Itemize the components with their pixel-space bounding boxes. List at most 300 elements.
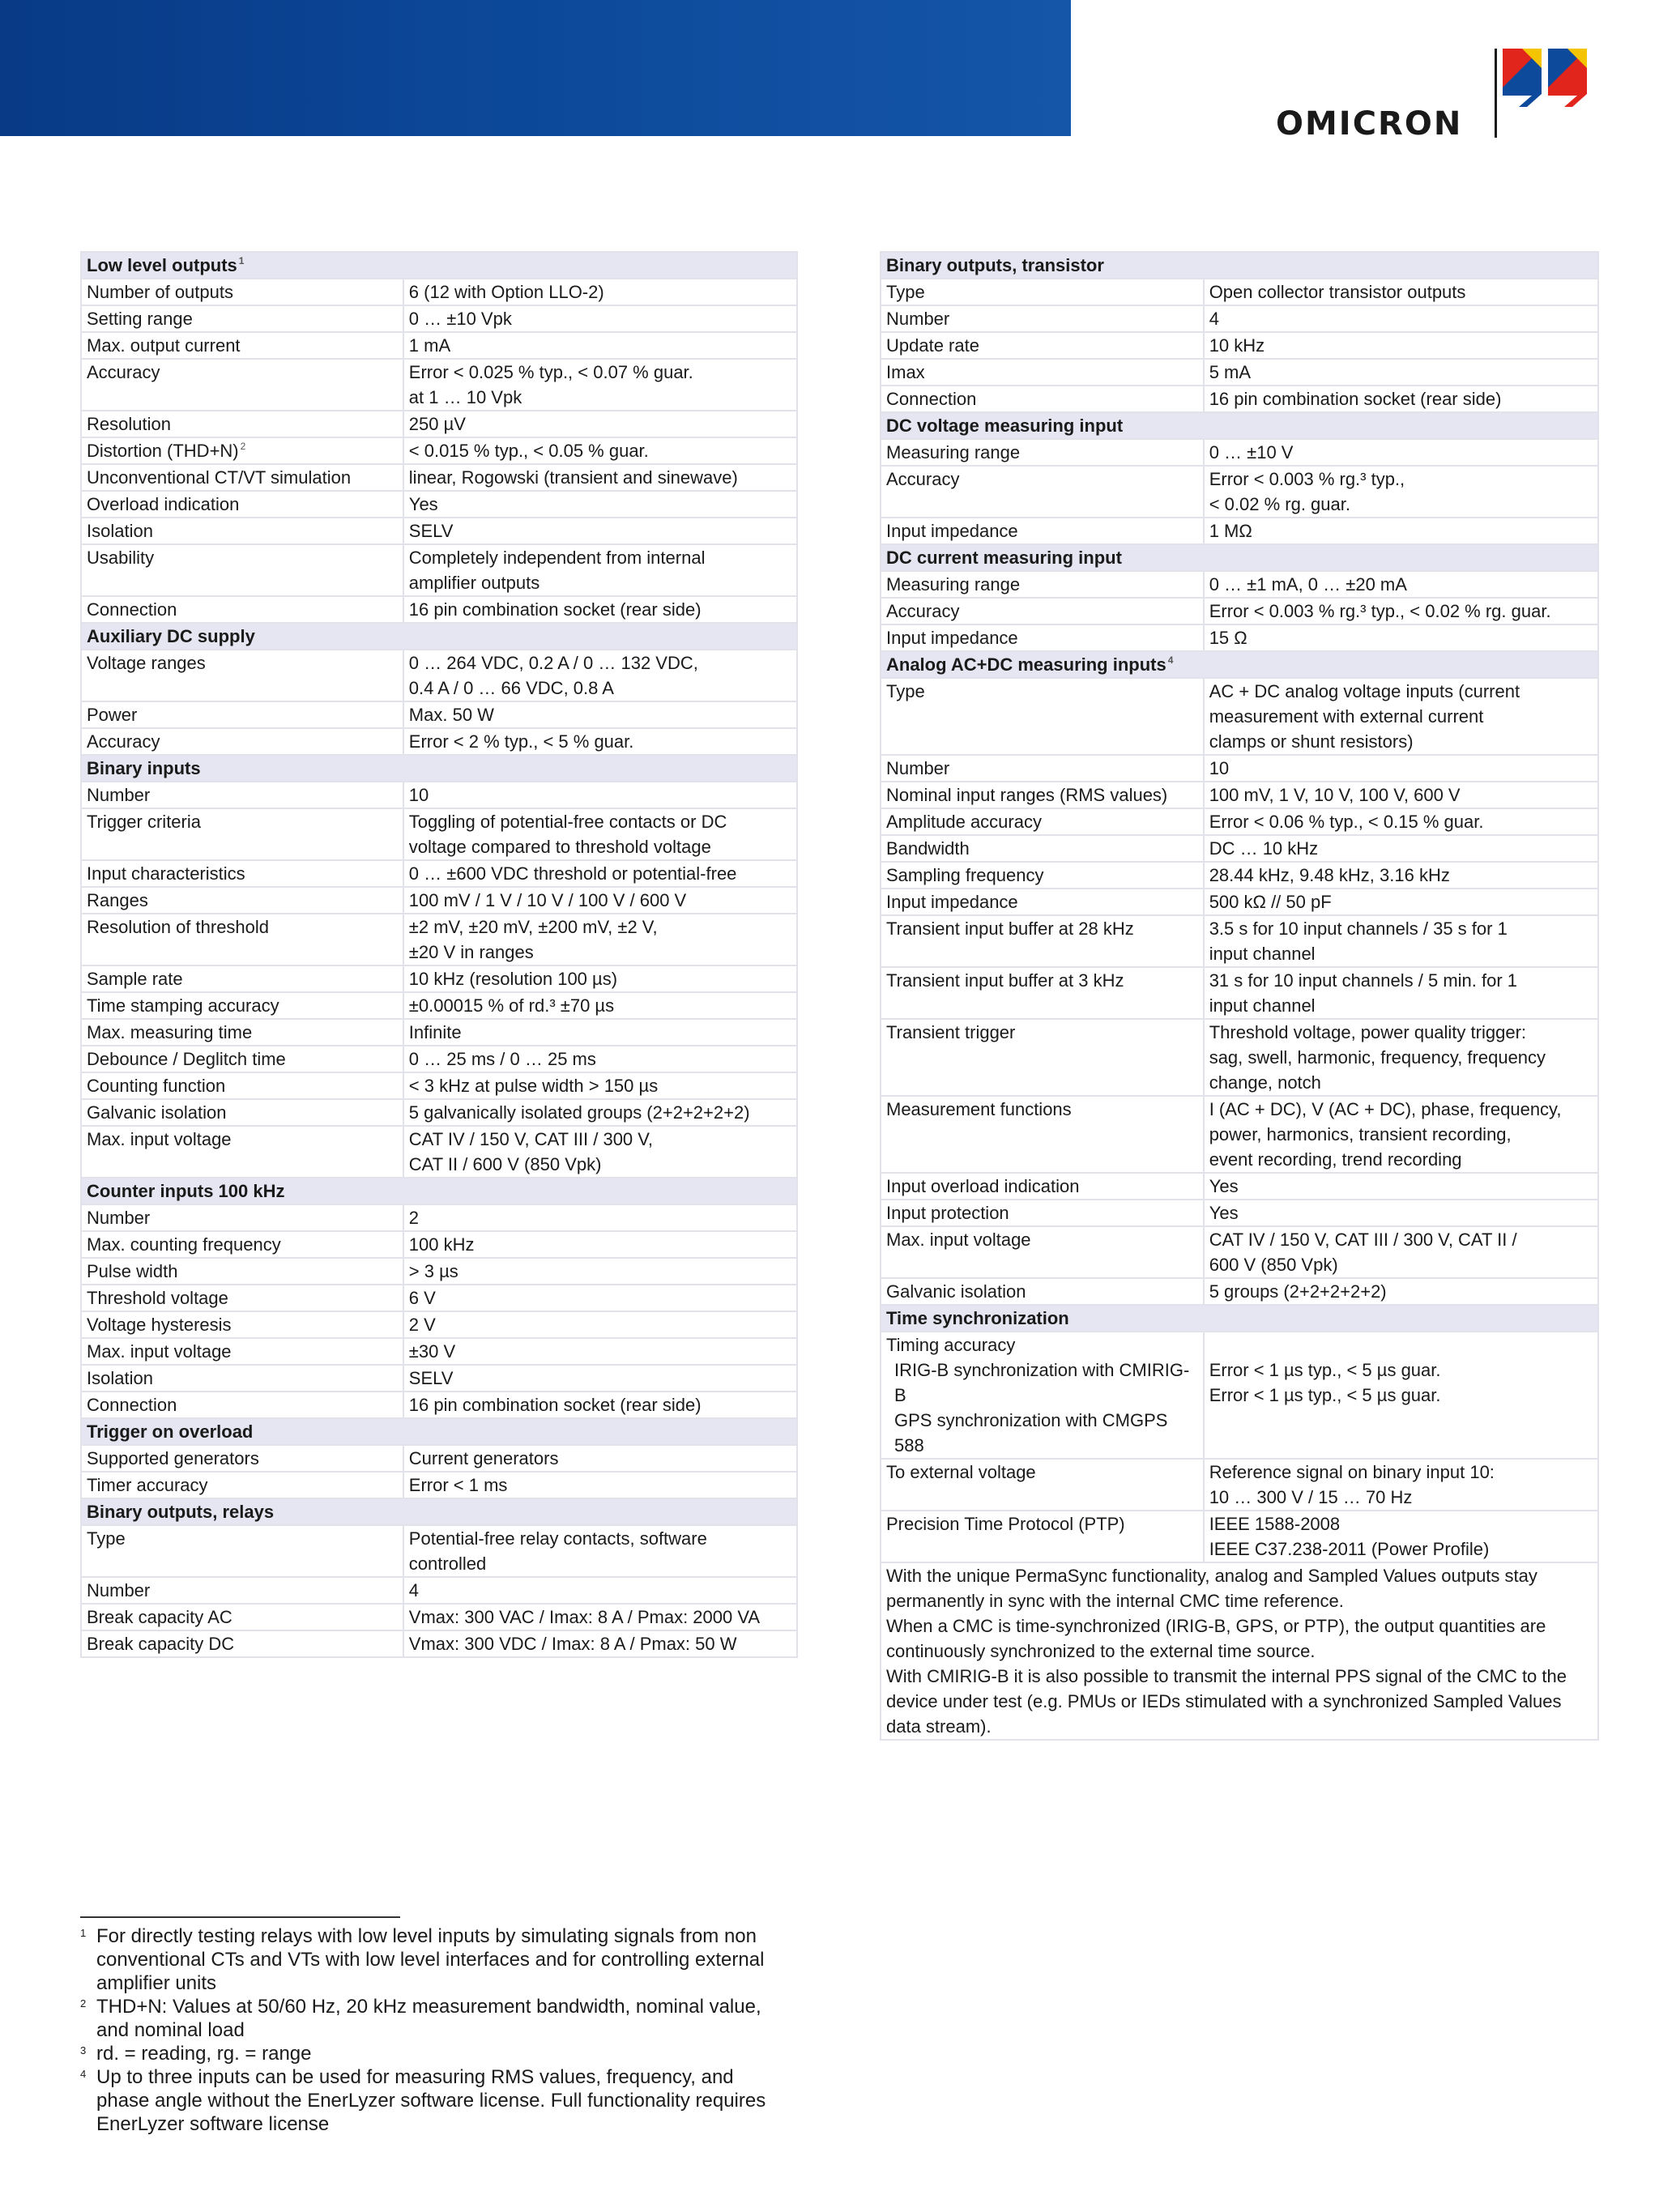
spec-value bbox=[1204, 1096, 1598, 1173]
spec-row bbox=[81, 992, 797, 1019]
spec-label-text: Distortion (THD+N) bbox=[87, 441, 239, 461]
spec-label-text: Input overload indication bbox=[886, 1176, 1080, 1196]
header-banner bbox=[0, 0, 1071, 136]
spec-label-text: Input impedance bbox=[886, 892, 1018, 912]
spec-value bbox=[1204, 518, 1598, 544]
spec-value bbox=[403, 491, 797, 518]
spec-row bbox=[881, 1459, 1598, 1511]
spec-row bbox=[81, 1258, 797, 1285]
spec-value bbox=[1204, 359, 1598, 386]
spec-value-line: 250 µV bbox=[408, 414, 466, 434]
spec-label bbox=[881, 1096, 1204, 1173]
spec-value-line: Error < 0.003 % rg.³ typ., < 0.02 % rg. guar. bbox=[1209, 601, 1551, 621]
section-header-row bbox=[81, 1178, 797, 1204]
spec-row bbox=[881, 1226, 1598, 1278]
spec-row bbox=[81, 596, 797, 623]
spec-label-text: Isolation bbox=[87, 521, 153, 541]
spec-label bbox=[81, 1285, 403, 1311]
spec-label bbox=[81, 1231, 403, 1258]
spec-value bbox=[403, 992, 797, 1019]
spec-row bbox=[881, 782, 1598, 808]
spec-value-line: 10 … 300 V / 15 … 70 Hz bbox=[1209, 1487, 1413, 1507]
spec-label bbox=[881, 1173, 1204, 1200]
spec-value-line bbox=[1209, 1332, 1593, 1357]
spec-value bbox=[403, 914, 797, 965]
spec-value bbox=[1204, 571, 1598, 598]
spec-label-text: Input protection bbox=[886, 1203, 1009, 1223]
spec-value bbox=[403, 728, 797, 755]
section-header-row bbox=[881, 651, 1598, 678]
spec-row bbox=[881, 518, 1598, 544]
section-header-row bbox=[81, 252, 797, 279]
spec-label-text: Time stamping accuracy bbox=[87, 995, 279, 1016]
spec-value bbox=[403, 332, 797, 359]
spec-value-line: 1 MΩ bbox=[1209, 521, 1252, 541]
section-title-text: DC voltage measuring input bbox=[886, 416, 1124, 436]
spec-label-text: Number bbox=[886, 758, 950, 778]
spec-value-line: voltage compared to threshold voltage bbox=[408, 837, 711, 857]
spec-value bbox=[403, 596, 797, 623]
spec-label-text: Unconventional CT/VT simulation bbox=[87, 467, 352, 488]
footnote bbox=[80, 2042, 793, 2065]
spec-value bbox=[1204, 1332, 1598, 1459]
spec-label-text: Supported generators bbox=[87, 1448, 259, 1468]
spec-label bbox=[881, 755, 1204, 782]
spec-label bbox=[81, 965, 403, 992]
spec-value-line: Vmax: 300 VAC / Imax: 8 A / Pmax: 2000 VA bbox=[408, 1607, 761, 1627]
spec-label-text: Amplitude accuracy bbox=[886, 812, 1042, 832]
footnote-ref: 1 bbox=[238, 255, 245, 266]
spec-row bbox=[881, 678, 1598, 755]
section-title bbox=[81, 1178, 797, 1204]
spec-label bbox=[881, 808, 1204, 835]
spec-value bbox=[403, 1046, 797, 1072]
spec-value bbox=[403, 305, 797, 332]
section-title-text: Binary outputs, relays bbox=[87, 1502, 275, 1522]
spec-value bbox=[403, 1338, 797, 1365]
spec-value bbox=[1204, 279, 1598, 305]
spec-label-text: Number bbox=[87, 785, 151, 805]
spec-label-text: Isolation bbox=[87, 1368, 153, 1388]
spec-label-text: Measuring range bbox=[886, 442, 1021, 462]
spec-label bbox=[81, 1019, 403, 1046]
spec-label-text: Imax bbox=[886, 362, 925, 382]
spec-value-line: 0 … ±600 VDC threshold or potential-free bbox=[408, 863, 737, 884]
spec-row bbox=[81, 437, 797, 464]
spec-value bbox=[1204, 967, 1598, 1019]
spec-label bbox=[881, 862, 1204, 889]
spec-row bbox=[881, 967, 1598, 1019]
section-title-text: Time synchronization bbox=[886, 1308, 1069, 1328]
spec-value-line: ±2 mV, ±20 mV, ±200 mV, ±2 V, bbox=[408, 917, 658, 937]
spec-value bbox=[1204, 386, 1598, 412]
spec-value bbox=[403, 1072, 797, 1099]
spec-value-line: Infinite bbox=[408, 1022, 462, 1042]
spec-value-line: Error < 0.003 % rg.³ typ., bbox=[1209, 469, 1405, 489]
spec-value bbox=[1204, 1173, 1598, 1200]
spec-row bbox=[881, 1096, 1598, 1173]
spec-label-text: Power bbox=[87, 705, 138, 725]
spec-value bbox=[403, 359, 797, 411]
spec-label bbox=[881, 1200, 1204, 1226]
footnote bbox=[80, 1995, 793, 2042]
section-header-row bbox=[881, 544, 1598, 571]
footnote-line: rd. = reading, rg. = range bbox=[96, 2043, 312, 2065]
note-line: With the unique PermaSync functionality, analog and Sampled Values outputs stay bbox=[886, 1566, 1537, 1586]
spec-value-line: CAT II / 600 V (850 Vpk) bbox=[408, 1154, 602, 1174]
spec-row bbox=[81, 359, 797, 411]
spec-row bbox=[881, 598, 1598, 624]
section-header-row bbox=[81, 623, 797, 650]
spec-value-line: Error < 1 µs typ., < 5 µs guar. bbox=[1209, 1385, 1441, 1405]
spec-row bbox=[881, 1511, 1598, 1562]
footnote-line: phase angle without the EnerLyzer software license. Full functionality requires bbox=[96, 2090, 766, 2112]
spec-value-line: change, notch bbox=[1209, 1072, 1321, 1093]
spec-row bbox=[881, 466, 1598, 518]
spec-label-text: Max. measuring time bbox=[87, 1022, 253, 1042]
spec-value bbox=[1204, 305, 1598, 332]
spec-label-text: Accuracy bbox=[87, 362, 160, 382]
spec-row bbox=[881, 1278, 1598, 1305]
spec-label-text: Voltage hysteresis bbox=[87, 1315, 232, 1335]
spec-value-line: Error < 0.025 % typ., < 0.07 % guar. bbox=[408, 362, 693, 382]
spec-value-line: Yes bbox=[1209, 1176, 1239, 1196]
spec-label-text: Type bbox=[886, 282, 925, 302]
spec-label bbox=[881, 1511, 1204, 1562]
spec-row bbox=[81, 1046, 797, 1072]
footnote-rule bbox=[80, 1916, 400, 1918]
spec-value bbox=[403, 1525, 797, 1577]
spec-label-text: Number bbox=[87, 1580, 151, 1600]
spec-value-line: 100 mV / 1 V / 10 V / 100 V / 600 V bbox=[408, 890, 687, 910]
section-header-row bbox=[81, 1498, 797, 1525]
spec-label bbox=[81, 1338, 403, 1365]
spec-value-line: linear, Rogowski (transient and sinewave) bbox=[408, 467, 738, 488]
spec-label-text: Counting function bbox=[87, 1076, 226, 1096]
section-title bbox=[881, 252, 1598, 279]
spec-value-line: IEEE 1588-2008 bbox=[1209, 1514, 1341, 1534]
spec-value-line: 3.5 s for 10 input channels / 35 s for 1 bbox=[1209, 918, 1508, 939]
spec-value-line: 2 V bbox=[408, 1315, 436, 1335]
spec-row bbox=[881, 889, 1598, 915]
spec-value-line: input channel bbox=[1209, 944, 1316, 964]
spec-value-line: 0 … ±10 Vpk bbox=[408, 309, 512, 329]
spec-value-line: ±30 V bbox=[408, 1341, 456, 1362]
note-line: data stream). bbox=[886, 1716, 992, 1737]
spec-value-line: 10 bbox=[408, 785, 429, 805]
spec-label bbox=[81, 518, 403, 544]
spec-value bbox=[403, 437, 797, 464]
spec-value-line: Vmax: 300 VDC / Imax: 8 A / Pmax: 50 W bbox=[408, 1634, 737, 1654]
spec-value bbox=[403, 701, 797, 728]
spec-label-text: Accuracy bbox=[886, 469, 960, 489]
spec-label bbox=[81, 437, 403, 464]
spec-row bbox=[81, 1525, 797, 1577]
section-title bbox=[881, 544, 1598, 571]
spec-label bbox=[81, 1392, 403, 1418]
spec-row bbox=[81, 1577, 797, 1604]
spec-row bbox=[81, 1099, 797, 1126]
spec-value bbox=[1204, 808, 1598, 835]
section-title-text: Binary outputs, transistor bbox=[886, 255, 1104, 275]
spec-label-text: Measuring range bbox=[886, 574, 1021, 595]
spec-label bbox=[81, 1604, 403, 1630]
spec-value-line: input channel bbox=[1209, 995, 1316, 1016]
spec-label bbox=[881, 1459, 1204, 1511]
footnote-line: and nominal load bbox=[96, 2019, 245, 2041]
spec-label-text: Voltage ranges bbox=[87, 653, 206, 673]
spec-row bbox=[881, 808, 1598, 835]
spec-row bbox=[881, 1173, 1598, 1200]
spec-value bbox=[403, 650, 797, 701]
spec-value-line: ±0.00015 % of rd.³ ±70 µs bbox=[408, 995, 615, 1016]
spec-label bbox=[81, 1126, 403, 1178]
section-title bbox=[81, 252, 797, 279]
spec-value bbox=[403, 860, 797, 887]
spec-label bbox=[881, 889, 1204, 915]
footnote-number: 3 bbox=[80, 2044, 87, 2056]
footnote-line: For directly testing relays with low level inputs by simulating signals from non bbox=[96, 1925, 757, 1947]
spec-value bbox=[403, 1630, 797, 1657]
spec-row bbox=[81, 1365, 797, 1392]
spec-row bbox=[81, 1604, 797, 1630]
spec-label bbox=[81, 491, 403, 518]
spec-value bbox=[1204, 915, 1598, 967]
spec-value-line: I (AC + DC), V (AC + DC), phase, frequency, bbox=[1209, 1099, 1562, 1119]
spec-value-line: IEEE C37.238-2011 (Power Profile) bbox=[1209, 1539, 1490, 1559]
spec-row bbox=[881, 862, 1598, 889]
spec-label-text: Usability bbox=[87, 548, 155, 568]
spec-label bbox=[81, 1099, 403, 1126]
spec-label bbox=[81, 464, 403, 491]
spec-value-line: 4 bbox=[408, 1580, 420, 1600]
spec-row bbox=[81, 491, 797, 518]
spec-value-line: measurement with external current bbox=[1209, 706, 1484, 727]
spec-row bbox=[81, 701, 797, 728]
spec-row bbox=[881, 386, 1598, 412]
spec-value bbox=[403, 1126, 797, 1178]
spec-label bbox=[881, 782, 1204, 808]
spec-label bbox=[881, 967, 1204, 1019]
spec-value-line: 2 bbox=[408, 1208, 420, 1228]
spec-row bbox=[81, 1204, 797, 1231]
spec-value bbox=[1204, 598, 1598, 624]
spec-label-text: Galvanic isolation bbox=[886, 1281, 1026, 1302]
spec-row bbox=[881, 1019, 1598, 1096]
spec-value-line: power, harmonics, transient recording, bbox=[1209, 1124, 1512, 1144]
spec-label-text: Resolution of threshold bbox=[87, 917, 270, 937]
spec-value bbox=[1204, 1200, 1598, 1226]
spec-label bbox=[881, 1226, 1204, 1278]
spec-label bbox=[881, 678, 1204, 755]
spec-value bbox=[1204, 624, 1598, 651]
spec-value-line: CAT IV / 150 V, CAT III / 300 V, bbox=[408, 1129, 654, 1149]
spec-label-text: Max. counting frequency bbox=[87, 1234, 281, 1255]
spec-label bbox=[81, 1472, 403, 1498]
note-line: device under test (e.g. PMUs or IEDs stimulated with a synchronized Sampled Values bbox=[886, 1691, 1562, 1711]
spec-value-line: 15 Ω bbox=[1209, 628, 1247, 648]
footnote-line: Up to three inputs can be used for measuring RMS values, frequency, and bbox=[96, 2066, 734, 2088]
spec-value bbox=[403, 1204, 797, 1231]
spec-value bbox=[403, 965, 797, 992]
spec-label bbox=[81, 887, 403, 914]
spec-value-line: SELV bbox=[408, 1368, 454, 1388]
spec-value bbox=[1204, 678, 1598, 755]
spec-row bbox=[81, 518, 797, 544]
spec-value-line: 6 V bbox=[408, 1288, 436, 1308]
spec-value bbox=[1204, 755, 1598, 782]
spec-value-line: < 0.015 % typ., < 0.05 % guar. bbox=[408, 441, 649, 461]
spec-value-line: 100 mV, 1 V, 10 V, 100 V, 600 V bbox=[1209, 785, 1461, 805]
spec-value bbox=[1204, 889, 1598, 915]
spec-label-text: Nominal input ranges (RMS values) bbox=[886, 785, 1168, 805]
spec-row bbox=[81, 965, 797, 992]
spec-value-line: Error < 2 % typ., < 5 % guar. bbox=[408, 731, 634, 752]
section-header-row bbox=[81, 1418, 797, 1445]
footnote bbox=[80, 1924, 793, 1995]
spec-label-text: Max. input voltage bbox=[87, 1129, 232, 1149]
spec-label-text: Input impedance bbox=[886, 521, 1018, 541]
spec-value bbox=[1204, 1511, 1598, 1562]
spec-value bbox=[403, 544, 797, 596]
spec-value-line: 10 bbox=[1209, 758, 1230, 778]
spec-row bbox=[81, 860, 797, 887]
spec-label-text: Break capacity AC bbox=[87, 1607, 232, 1627]
section-title bbox=[81, 1498, 797, 1525]
spec-label-text: Resolution bbox=[87, 414, 171, 434]
spec-value-line: 28.44 kHz, 9.48 kHz, 3.16 kHz bbox=[1209, 865, 1450, 885]
spec-label-text: Pulse width bbox=[87, 1261, 178, 1281]
spec-label-text: Transient trigger bbox=[886, 1022, 1016, 1042]
spec-value-line: Threshold voltage, power quality trigger: bbox=[1209, 1022, 1527, 1042]
spec-label bbox=[881, 835, 1204, 862]
spec-value-line: AC + DC analog voltage inputs (current bbox=[1209, 681, 1520, 701]
spec-value bbox=[403, 518, 797, 544]
spec-value bbox=[403, 1285, 797, 1311]
spec-value-line: at 1 … 10 Vpk bbox=[408, 387, 522, 407]
note-line: continuously synchronized to the external time source. bbox=[886, 1641, 1316, 1661]
spec-value-line: 16 pin combination socket (rear side) bbox=[408, 1395, 702, 1415]
spec-label-text: Timer accuracy bbox=[87, 1475, 208, 1495]
spec-value bbox=[1204, 1019, 1598, 1096]
spec-label bbox=[881, 1019, 1204, 1096]
spec-value-line: 0 … 25 ms / 0 … 25 ms bbox=[408, 1049, 596, 1069]
spec-label-text: Connection bbox=[87, 1395, 177, 1415]
spec-label-text: Connection bbox=[886, 389, 977, 409]
spec-row bbox=[81, 1630, 797, 1657]
spec-row bbox=[81, 1072, 797, 1099]
spec-label-text: Max. input voltage bbox=[87, 1341, 232, 1362]
spec-value-line: 0 … 264 VDC, 0.2 A / 0 … 132 VDC, bbox=[408, 653, 698, 673]
spec-label-text: To external voltage bbox=[886, 1462, 1036, 1482]
section-header-row bbox=[881, 1305, 1598, 1332]
footnote-number: 2 bbox=[80, 1997, 87, 2010]
logo-wordmark: OMICRON bbox=[1276, 105, 1463, 143]
spec-row bbox=[81, 650, 797, 701]
spec-value bbox=[403, 464, 797, 491]
spec-value-line: 6 (12 with Option LLO-2) bbox=[408, 282, 604, 302]
spec-label-text: Galvanic isolation bbox=[87, 1102, 227, 1123]
spec-row bbox=[881, 624, 1598, 651]
section-title-text: Analog AC+DC measuring inputs bbox=[886, 654, 1166, 675]
spec-label bbox=[81, 860, 403, 887]
spec-value-line: Open collector transistor outputs bbox=[1209, 282, 1466, 302]
spec-label-text: Trigger criteria bbox=[87, 812, 201, 832]
spec-row bbox=[881, 359, 1598, 386]
spec-row bbox=[81, 305, 797, 332]
left-spec-table bbox=[80, 251, 798, 1658]
spec-label-text: Measurement functions bbox=[886, 1099, 1072, 1119]
spec-value-line: 0 … ±1 mA, 0 … ±20 mA bbox=[1209, 574, 1407, 595]
spec-row bbox=[81, 887, 797, 914]
spec-label bbox=[81, 650, 403, 701]
spec-value-line: 500 kΩ // 50 pF bbox=[1209, 892, 1332, 912]
spec-label-text: Max. input voltage bbox=[886, 1230, 1031, 1250]
spec-row bbox=[81, 1392, 797, 1418]
section-title-text: DC current measuring input bbox=[886, 548, 1122, 568]
spec-row bbox=[881, 305, 1598, 332]
section-title bbox=[81, 623, 797, 650]
spec-value-line: < 0.02 % rg. guar. bbox=[1209, 494, 1350, 514]
section-header-row bbox=[881, 412, 1598, 439]
spec-label bbox=[81, 1577, 403, 1604]
spec-label-text: Ranges bbox=[87, 890, 148, 910]
spec-label bbox=[81, 332, 403, 359]
spec-label bbox=[881, 1278, 1204, 1305]
footnote-number: 4 bbox=[80, 2068, 87, 2080]
spec-value bbox=[1204, 835, 1598, 862]
spec-value-line: Max. 50 W bbox=[408, 705, 494, 725]
note-line: When a CMC is time-synchronized (IRIG-B, GPS, or PTP), the output quantities are bbox=[886, 1616, 1546, 1636]
spec-value bbox=[403, 1472, 797, 1498]
spec-value-line: 1 mA bbox=[408, 335, 451, 356]
spec-value-line: Potential-free relay contacts, software bbox=[408, 1528, 707, 1549]
spec-label bbox=[81, 1072, 403, 1099]
spec-label bbox=[881, 332, 1204, 359]
section-header-row bbox=[881, 252, 1598, 279]
spec-value-line: SELV bbox=[408, 521, 454, 541]
spec-value bbox=[1204, 1459, 1598, 1511]
spec-row bbox=[81, 1285, 797, 1311]
spec-value-line: 600 V (850 Vpk) bbox=[1209, 1255, 1338, 1275]
spec-row bbox=[881, 1332, 1598, 1459]
footnote-ref: 4 bbox=[1167, 654, 1174, 666]
footnote-line: EnerLyzer software license bbox=[96, 2113, 330, 2135]
spec-value-line: Yes bbox=[408, 494, 438, 514]
spec-value bbox=[403, 1365, 797, 1392]
spec-label-text: Bandwidth bbox=[886, 838, 970, 859]
spec-label bbox=[81, 992, 403, 1019]
section-title bbox=[881, 412, 1598, 439]
spec-value-line: Toggling of potential-free contacts or DC bbox=[408, 812, 727, 832]
spec-value bbox=[403, 1019, 797, 1046]
spec-label bbox=[81, 305, 403, 332]
spec-label-text: Sampling frequency bbox=[886, 865, 1044, 885]
spec-label-text: Accuracy bbox=[886, 601, 960, 621]
spec-value-line: 16 pin combination socket (rear side) bbox=[1209, 389, 1502, 409]
footnote-line: amplifier units bbox=[96, 1972, 217, 1994]
spec-value-line: Completely independent from internal bbox=[408, 548, 706, 568]
spec-row bbox=[881, 915, 1598, 967]
spec-sublabel: IRIG-B synchronization with CMIRIG-B bbox=[894, 1360, 1190, 1405]
spec-value bbox=[1204, 466, 1598, 518]
spec-label bbox=[881, 305, 1204, 332]
spec-label bbox=[81, 782, 403, 808]
spec-value-line: < 3 kHz at pulse width > 150 µs bbox=[408, 1076, 659, 1096]
spec-value-line: 5 mA bbox=[1209, 362, 1252, 382]
spec-label bbox=[81, 544, 403, 596]
spec-label-text: Sample rate bbox=[87, 969, 183, 989]
